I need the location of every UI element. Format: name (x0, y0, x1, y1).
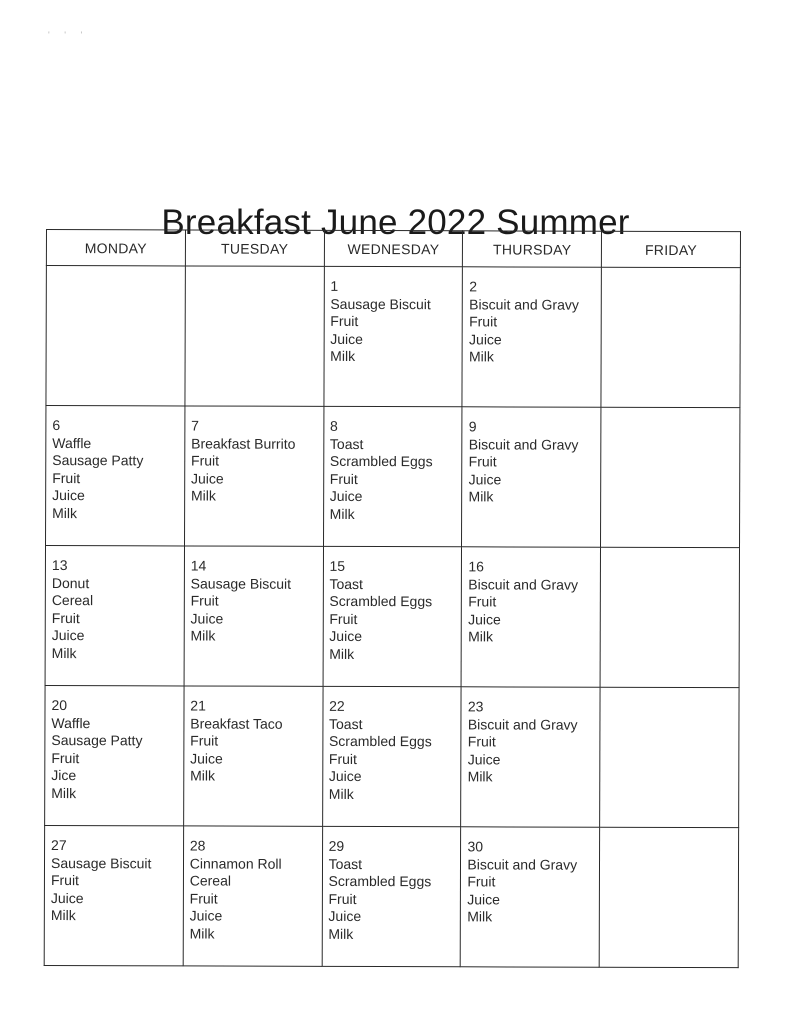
day-date: 2 (469, 278, 478, 295)
day-cell-content (186, 266, 324, 277)
menu-item: Sausage Patty (51, 732, 143, 749)
day-date: 30 (467, 838, 484, 855)
day-cell-content (323, 547, 461, 663)
day-cell-monday (46, 266, 185, 406)
day-date: 22 (329, 697, 345, 714)
menu-item: Juice (51, 627, 85, 644)
menu-item: Fruit (330, 312, 359, 329)
day-cell-content (45, 826, 183, 925)
day-cell-content (462, 687, 600, 786)
day-cell-content (185, 406, 323, 505)
menu-item: Fruit (468, 453, 497, 470)
menu-item: Juice (468, 610, 501, 627)
day-date: 6 (52, 417, 61, 434)
menu-item: Scrambled Eggs (328, 732, 432, 750)
menu-item: Donut (51, 574, 90, 591)
day-cell-content (184, 826, 322, 942)
menu-item: Juice (467, 890, 501, 907)
menu-item: Fruit (328, 750, 357, 767)
menu-item: Milk (328, 785, 354, 802)
week-row (45, 546, 739, 688)
day-date: 23 (467, 698, 484, 715)
day-date: 29 (328, 837, 345, 854)
day-cell-tuesday (185, 266, 324, 406)
day-cell-content (323, 687, 461, 803)
menu-item: Milk (50, 907, 76, 924)
day-cell-content (324, 267, 462, 366)
day-cell-content (600, 828, 738, 839)
menu-item: Toast (329, 575, 363, 592)
day-cell-wednesday (323, 546, 462, 686)
menu-item: Biscuit and Gravy (468, 435, 579, 453)
menu-item: Juice (329, 627, 363, 644)
menu-item: Fruit (467, 733, 496, 750)
week-row (46, 266, 740, 408)
menu-item: Biscuit and Gravy (467, 715, 578, 733)
week-row (44, 825, 738, 967)
menu-item: Milk (189, 924, 215, 942)
menu-item: Juice (329, 487, 363, 504)
menu-item: Fruit (189, 889, 218, 907)
menu-item: Milk (468, 348, 494, 365)
day-cell-friday (601, 407, 740, 547)
menu-item: Juice (190, 469, 224, 487)
menu-item: Biscuit and Gravy (469, 295, 579, 313)
menu-item: Milk (468, 488, 494, 505)
day-date: 21 (190, 697, 206, 714)
menu-item: Milk (467, 768, 493, 785)
day-cell-wednesday (324, 266, 463, 406)
menu-item: Milk (190, 487, 216, 504)
day-cell-friday (601, 267, 740, 407)
day-cell-tuesday (184, 406, 323, 546)
menu-item: Milk (329, 645, 355, 662)
day-date: 1 (330, 277, 339, 294)
menu-item: Fruit (469, 313, 498, 330)
day-cell-wednesday (322, 686, 461, 826)
menu-item: Milk (190, 767, 215, 784)
menu-item: Jice (51, 767, 77, 784)
day-cell-content (461, 827, 599, 926)
day-date: 7 (191, 417, 200, 434)
weekday-header-thursday: THURSDAY (463, 231, 602, 267)
menu-item: Waffle (52, 434, 92, 451)
menu-item: Milk (190, 627, 216, 644)
menu-item: Milk (468, 628, 494, 645)
day-cell-thursday (462, 407, 601, 547)
day-date: 8 (329, 417, 338, 434)
menu-item: Juice (467, 750, 501, 767)
day-date: 9 (468, 418, 477, 435)
day-cell-content (184, 686, 322, 785)
day-cell-monday (45, 685, 184, 825)
day-cell-content (601, 688, 739, 699)
menu-item: Fruit (51, 609, 80, 626)
day-cell-tuesday (183, 826, 322, 966)
menu-item: Toast (328, 855, 363, 872)
menu-item: Fruit (468, 593, 497, 610)
page-title: Breakfast June 2022 Summer (161, 203, 630, 243)
day-cell-friday (599, 827, 738, 967)
day-cell-friday (600, 547, 739, 687)
menu-item: Toast (329, 435, 364, 452)
menu-item: Juice (190, 609, 224, 627)
menu-item: Fruit (191, 452, 220, 469)
day-cell-content (46, 406, 184, 522)
weekday-header-row (46, 230, 740, 268)
menu-item: Sausage Biscuit (190, 574, 292, 592)
day-date: 28 (189, 837, 206, 854)
day-cell-monday (45, 546, 184, 686)
menu-item: Milk (52, 504, 78, 521)
day-date: 14 (190, 557, 207, 574)
day-cell-content (602, 408, 740, 419)
day-cell-content (184, 546, 322, 645)
menu-item: Sausage Biscuit (50, 854, 152, 871)
menu-item: Cereal (51, 592, 94, 609)
day-date: 27 (51, 837, 67, 854)
menu-item: Milk (51, 644, 77, 661)
menu-item: Milk (467, 908, 493, 925)
day-cell-wednesday (323, 406, 462, 546)
weekday-header-monday: MONDAY (46, 230, 185, 266)
day-cell-content (602, 268, 740, 279)
week-row (46, 406, 740, 548)
menu-item: Juice (328, 907, 362, 924)
menu-item: Scrambled Eggs (329, 592, 433, 610)
weekday-header-wednesday: WEDNESDAY (324, 230, 463, 266)
day-cell-friday (600, 687, 739, 827)
day-date: 16 (468, 558, 484, 575)
menu-item: Juice (50, 889, 84, 906)
menu-item: Breakfast Taco (190, 714, 283, 732)
day-cell-monday (46, 406, 185, 546)
menu-item: Juice (190, 749, 223, 767)
menu-item: Fruit (329, 470, 358, 487)
day-cell-thursday (462, 267, 601, 407)
menu-item: Milk (330, 347, 356, 364)
calendar-body (44, 266, 740, 968)
day-cell-content (463, 407, 601, 506)
day-cell-content (463, 267, 601, 366)
day-cell-tuesday (183, 686, 322, 826)
menu-item: Waffle (51, 714, 91, 731)
menu-item: Fruit (467, 873, 496, 890)
menu-item: Juice (328, 767, 362, 784)
day-date: 20 (51, 697, 68, 714)
menu-item: Juice (52, 487, 85, 504)
menu-item: Milk (329, 505, 355, 522)
day-date: 15 (329, 557, 346, 574)
menu-item: Cinnamon Roll (189, 854, 282, 872)
menu-item: Milk (51, 784, 77, 801)
menu-item: Fruit (329, 610, 358, 627)
day-cell-monday (44, 825, 183, 965)
menu-item: Fruit (190, 592, 219, 609)
menu-item: Fruit (328, 890, 357, 907)
menu-item: Juice (189, 907, 223, 924)
day-cell-content (322, 827, 460, 943)
menu-item: Scrambled Eggs (329, 452, 433, 470)
menu-item: Fruit (50, 872, 79, 889)
day-cell-thursday (461, 687, 600, 827)
menu-item: Juice (469, 330, 502, 347)
menu-item: Biscuit and Gravy (468, 575, 579, 593)
day-cell-content (47, 266, 185, 277)
menu-item: Breakfast Burrito (191, 434, 296, 452)
menu-item: Milk (328, 925, 354, 942)
menu-item: Juice (468, 470, 502, 487)
breakfast-calendar (44, 229, 741, 968)
day-cell-content (45, 686, 183, 802)
day-cell-thursday (461, 827, 600, 967)
day-cell-content (324, 407, 462, 523)
scan-artifact: ' ' ' (48, 30, 89, 40)
menu-item: Juice (330, 330, 363, 347)
menu-item: Scrambled Eggs (328, 872, 432, 890)
menu-item: Fruit (190, 732, 219, 749)
menu-item: Cereal (189, 872, 232, 889)
menu-item: Fruit (51, 749, 80, 766)
menu-item: Sausage Patty (52, 452, 144, 469)
menu-item: Biscuit and Gravy (467, 855, 578, 873)
weekday-header-tuesday: TUESDAY (185, 230, 324, 266)
day-cell-tuesday (184, 546, 323, 686)
menu-item: Sausage Biscuit (330, 295, 431, 312)
day-cell-content (46, 546, 184, 662)
day-cell-wednesday (322, 826, 461, 966)
week-row (45, 685, 739, 827)
day-cell-thursday (461, 547, 600, 687)
menu-item: Toast (329, 715, 363, 732)
day-cell-content (462, 547, 600, 646)
menu-item: Fruit (52, 469, 81, 486)
weekday-header-friday: FRIDAY (602, 231, 741, 267)
day-date: 13 (51, 557, 68, 574)
day-cell-content (601, 548, 739, 559)
